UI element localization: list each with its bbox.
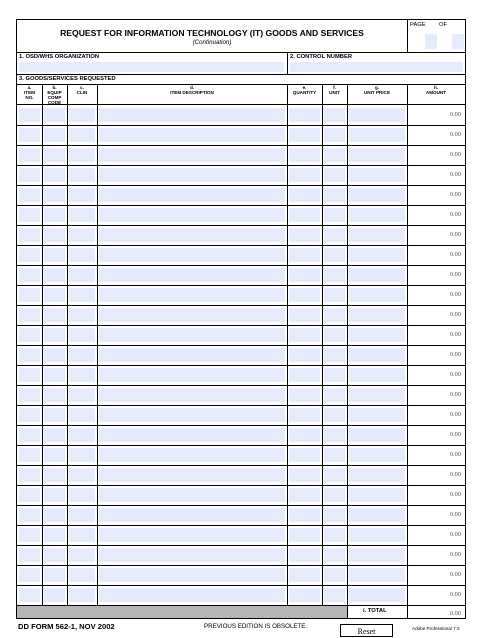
cell-equip-code[interactable] <box>44 168 65 182</box>
cell-quantity[interactable] <box>289 308 320 322</box>
cell-item-no[interactable] <box>19 448 40 462</box>
cell-unit-price[interactable] <box>349 128 405 142</box>
cell-description[interactable] <box>99 308 285 322</box>
cell-item-no[interactable] <box>19 488 40 502</box>
cell-unit[interactable] <box>324 168 345 182</box>
col-header-clin: c. CLIN <box>67 85 97 105</box>
cell-unit-price[interactable] <box>349 168 405 182</box>
cell-item-no[interactable] <box>19 188 40 202</box>
cell-item-no[interactable] <box>19 168 40 182</box>
cell-quantity[interactable] <box>289 408 320 422</box>
row-divider <box>17 405 465 406</box>
amount-value: 0.00 <box>449 351 461 358</box>
cell-quantity[interactable] <box>289 128 320 142</box>
cell-quantity[interactable] <box>289 148 320 162</box>
cell-unit-price[interactable] <box>349 148 405 162</box>
cell-unit[interactable] <box>324 328 345 342</box>
cell-equip-code[interactable] <box>44 308 65 322</box>
cell-quantity[interactable] <box>289 508 320 522</box>
cell-unit-price[interactable] <box>349 588 405 602</box>
cell-unit[interactable] <box>324 548 345 562</box>
cell-unit[interactable] <box>324 248 345 262</box>
cell-description[interactable] <box>99 228 285 242</box>
cell-item-no[interactable] <box>19 508 40 522</box>
amount-value: 0.00 <box>449 191 461 198</box>
row-divider <box>17 285 465 286</box>
col-header-amount: h. AMOUNT <box>407 85 465 105</box>
cell-item-no[interactable] <box>19 428 40 442</box>
form-container <box>16 19 466 619</box>
cell-item-no[interactable] <box>19 388 40 402</box>
cell-clin[interactable] <box>69 348 95 362</box>
cell-equip-code[interactable] <box>44 528 65 542</box>
cell-item-no[interactable] <box>19 248 40 262</box>
cell-item-no[interactable] <box>19 268 40 282</box>
cell-description[interactable] <box>99 208 285 222</box>
row-divider <box>17 465 465 466</box>
cell-description[interactable] <box>99 468 285 482</box>
form-subtitle: (Continuation) <box>192 39 232 46</box>
cell-equip-code[interactable] <box>44 388 65 402</box>
of-label: OF <box>439 22 448 28</box>
cell-item-no[interactable] <box>19 368 40 382</box>
cell-unit-price[interactable] <box>349 208 405 222</box>
cell-unit-price[interactable] <box>349 108 405 122</box>
col-header-item-description: d. ITEM DESCRIPTION <box>97 85 287 105</box>
cell-unit-price[interactable] <box>349 408 405 422</box>
cell-unit-price[interactable] <box>349 268 405 282</box>
cell-description[interactable] <box>99 288 285 302</box>
cell-clin[interactable] <box>69 108 95 122</box>
cell-equip-code[interactable] <box>44 588 65 602</box>
cell-unit[interactable] <box>324 428 345 442</box>
cell-quantity[interactable] <box>289 288 320 302</box>
row-divider <box>17 125 465 126</box>
cell-item-no[interactable] <box>19 148 40 162</box>
cell-item-no[interactable] <box>19 128 40 142</box>
column-divider <box>67 85 68 605</box>
row-divider <box>17 445 465 446</box>
cell-description[interactable] <box>99 248 285 262</box>
col-header-equip-comp-code: b. EQUIP COMP CODE <box>42 85 67 105</box>
row2-divider <box>287 53 288 74</box>
cell-unit[interactable] <box>324 188 345 202</box>
cell-quantity[interactable] <box>289 168 320 182</box>
row-divider <box>17 305 465 306</box>
cell-unit-price[interactable] <box>349 568 405 582</box>
cell-unit-price[interactable] <box>349 528 405 542</box>
cell-clin[interactable] <box>69 228 95 242</box>
column-divider <box>97 85 98 605</box>
cell-unit[interactable] <box>324 468 345 482</box>
cell-clin[interactable] <box>69 248 95 262</box>
cell-unit[interactable] <box>324 128 345 142</box>
amount-value: 0.00 <box>449 231 461 238</box>
cell-clin[interactable] <box>69 328 95 342</box>
cell-description[interactable] <box>99 188 285 202</box>
cell-equip-code[interactable] <box>44 288 65 302</box>
cell-description[interactable] <box>99 168 285 182</box>
cell-unit-price[interactable] <box>349 448 405 462</box>
amount-value: 0.00 <box>449 371 461 378</box>
amount-value: 0.00 <box>449 531 461 538</box>
cell-item-no[interactable] <box>19 568 40 582</box>
cell-quantity[interactable] <box>289 228 320 242</box>
cell-item-no[interactable] <box>19 208 40 222</box>
cell-quantity[interactable] <box>289 428 320 442</box>
total-value: 0.00 <box>449 610 461 617</box>
cell-clin[interactable] <box>69 288 95 302</box>
cell-item-no[interactable] <box>19 548 40 562</box>
cell-item-no[interactable] <box>19 328 40 342</box>
cell-description[interactable] <box>99 368 285 382</box>
cell-unit-price[interactable] <box>349 228 405 242</box>
cell-unit[interactable] <box>324 408 345 422</box>
row-divider <box>17 265 465 266</box>
cell-description[interactable] <box>99 548 285 562</box>
cell-description[interactable] <box>99 408 285 422</box>
cell-unit[interactable] <box>324 568 345 582</box>
cell-quantity[interactable] <box>289 388 320 402</box>
column-divider <box>347 85 348 618</box>
items-table <box>17 85 465 618</box>
cell-equip-code[interactable] <box>44 228 65 242</box>
cell-equip-code[interactable] <box>44 248 65 262</box>
amount-value: 0.00 <box>449 491 461 498</box>
cell-equip-code[interactable] <box>44 368 65 382</box>
cell-equip-code[interactable] <box>44 408 65 422</box>
cell-item-no[interactable] <box>19 588 40 602</box>
section-3-label: 3. GOODS/SERVICES REQUESTED <box>19 76 116 82</box>
cell-description[interactable] <box>99 568 285 582</box>
page-input[interactable] <box>425 34 437 49</box>
cell-unit-price[interactable] <box>349 328 405 342</box>
page-label: PAGE <box>410 22 426 28</box>
cell-equip-code[interactable] <box>44 148 65 162</box>
amount-value: 0.00 <box>449 131 461 138</box>
column-divider <box>287 85 288 605</box>
cell-unit-price[interactable] <box>349 368 405 382</box>
amount-value: 0.00 <box>449 391 461 398</box>
cell-equip-code[interactable] <box>44 548 65 562</box>
row-divider <box>17 485 465 486</box>
cell-description[interactable] <box>99 428 285 442</box>
amount-value: 0.00 <box>449 471 461 478</box>
cell-unit-price[interactable] <box>349 348 405 362</box>
cell-quantity[interactable] <box>289 488 320 502</box>
cell-clin[interactable] <box>69 168 95 182</box>
cell-item-no[interactable] <box>19 348 40 362</box>
amount-value: 0.00 <box>449 111 461 118</box>
row-divider <box>17 345 465 346</box>
row-divider <box>17 225 465 226</box>
org-input[interactable] <box>19 62 284 72</box>
cell-item-no[interactable] <box>19 288 40 302</box>
cell-equip-code[interactable] <box>44 108 65 122</box>
cell-item-no[interactable] <box>19 308 40 322</box>
cell-clin[interactable] <box>69 508 95 522</box>
cell-unit[interactable] <box>324 288 345 302</box>
cell-item-no[interactable] <box>19 228 40 242</box>
column-divider <box>322 85 323 605</box>
page-number-box <box>407 20 466 52</box>
cell-equip-code[interactable] <box>44 328 65 342</box>
cell-item-no[interactable] <box>19 468 40 482</box>
cell-unit[interactable] <box>324 368 345 382</box>
cell-quantity[interactable] <box>289 328 320 342</box>
cell-description[interactable] <box>99 508 285 522</box>
col-header-unit-price: g. UNIT PRICE <box>347 85 407 105</box>
row-divider <box>17 365 465 366</box>
cell-unit-price[interactable] <box>349 188 405 202</box>
cell-item-no[interactable] <box>19 108 40 122</box>
cell-unit[interactable] <box>324 508 345 522</box>
cell-equip-code[interactable] <box>44 128 65 142</box>
section-3-header <box>17 75 465 85</box>
cell-unit[interactable] <box>324 228 345 242</box>
cell-unit[interactable] <box>324 488 345 502</box>
row-divider <box>17 325 465 326</box>
row-divider <box>17 385 465 386</box>
amount-value: 0.00 <box>449 171 461 178</box>
cell-unit-price[interactable] <box>349 248 405 262</box>
cell-quantity[interactable] <box>289 108 320 122</box>
cell-quantity[interactable] <box>289 248 320 262</box>
amount-value: 0.00 <box>449 411 461 418</box>
cell-quantity[interactable] <box>289 448 320 462</box>
row-divider <box>17 525 465 526</box>
amount-value: 0.00 <box>449 551 461 558</box>
cell-unit-price[interactable] <box>349 508 405 522</box>
row-divider <box>17 545 465 546</box>
cell-unit[interactable] <box>324 348 345 362</box>
cell-equip-code[interactable] <box>44 508 65 522</box>
cell-quantity[interactable] <box>289 528 320 542</box>
cell-unit[interactable] <box>324 528 345 542</box>
cell-equip-code[interactable] <box>44 448 65 462</box>
cell-item-no[interactable] <box>19 408 40 422</box>
total-label: i. TOTAL <box>363 608 387 614</box>
page-of-input[interactable] <box>452 34 464 49</box>
cell-clin[interactable] <box>69 588 95 602</box>
cell-unit[interactable] <box>324 208 345 222</box>
total-row-shading <box>17 606 347 618</box>
cell-quantity[interactable] <box>289 268 320 282</box>
column-divider <box>42 85 43 605</box>
cell-unit[interactable] <box>324 588 345 602</box>
cell-description[interactable] <box>99 388 285 402</box>
cell-clin[interactable] <box>69 368 95 382</box>
cell-item-no[interactable] <box>19 528 40 542</box>
cell-description[interactable] <box>99 128 285 142</box>
form-id: DD FORM 562-1, NOV 2002 <box>18 622 115 631</box>
cell-equip-code[interactable] <box>44 188 65 202</box>
cell-quantity[interactable] <box>289 588 320 602</box>
org-control-row <box>17 53 465 75</box>
cell-clin[interactable] <box>69 388 95 402</box>
software-note: Adobe Professional 7.0 <box>412 626 460 631</box>
cell-unit-price[interactable] <box>349 548 405 562</box>
cell-unit-price[interactable] <box>349 468 405 482</box>
amount-value: 0.00 <box>449 511 461 518</box>
row-divider <box>17 565 465 566</box>
amount-value: 0.00 <box>449 251 461 258</box>
cell-clin[interactable] <box>69 468 95 482</box>
col-header-item-no: a. ITEM NO. <box>17 85 42 105</box>
cell-clin[interactable] <box>69 448 95 462</box>
cell-unit[interactable] <box>324 308 345 322</box>
cell-equip-code[interactable] <box>44 208 65 222</box>
cell-clin[interactable] <box>69 548 95 562</box>
amount-value: 0.00 <box>449 211 461 218</box>
cell-clin[interactable] <box>69 188 95 202</box>
cell-description[interactable] <box>99 348 285 362</box>
cell-unit[interactable] <box>324 268 345 282</box>
amount-value: 0.00 <box>449 571 461 578</box>
reset-button[interactable]: Reset <box>340 624 393 637</box>
cell-description[interactable] <box>99 148 285 162</box>
cell-clin[interactable] <box>69 208 95 222</box>
cell-quantity[interactable] <box>289 188 320 202</box>
cell-quantity[interactable] <box>289 468 320 482</box>
cell-unit-price[interactable] <box>349 488 405 502</box>
cell-unit-price[interactable] <box>349 428 405 442</box>
cell-quantity[interactable] <box>289 548 320 562</box>
cell-unit-price[interactable] <box>349 288 405 302</box>
cell-description[interactable] <box>99 588 285 602</box>
cell-unit[interactable] <box>324 148 345 162</box>
cell-clin[interactable] <box>69 568 95 582</box>
row-divider <box>17 585 465 586</box>
cell-equip-code[interactable] <box>44 348 65 362</box>
cell-unit[interactable] <box>324 388 345 402</box>
form-header <box>17 20 465 53</box>
cell-clin[interactable] <box>69 148 95 162</box>
col-header-quantity: e. QUANTITY <box>287 85 322 105</box>
control-number-input[interactable] <box>290 62 463 72</box>
amount-value: 0.00 <box>449 331 461 338</box>
cell-equip-code[interactable] <box>44 468 65 482</box>
amount-value: 0.00 <box>449 311 461 318</box>
cell-unit-price[interactable] <box>349 388 405 402</box>
cell-clin[interactable] <box>69 488 95 502</box>
cell-equip-code[interactable] <box>44 568 65 582</box>
cell-clin[interactable] <box>69 408 95 422</box>
row-divider <box>17 145 465 146</box>
cell-description[interactable] <box>99 488 285 502</box>
control-number-label: 2. CONTROL NUMBER <box>290 54 353 60</box>
cell-quantity[interactable] <box>289 348 320 362</box>
cell-clin[interactable] <box>69 428 95 442</box>
amount-value: 0.00 <box>449 451 461 458</box>
amount-value: 0.00 <box>449 151 461 158</box>
cell-clin[interactable] <box>69 128 95 142</box>
cell-equip-code[interactable] <box>44 488 65 502</box>
cell-description[interactable] <box>99 328 285 342</box>
amount-value: 0.00 <box>449 271 461 278</box>
cell-unit[interactable] <box>324 108 345 122</box>
cell-quantity[interactable] <box>289 368 320 382</box>
cell-description[interactable] <box>99 448 285 462</box>
row-divider <box>17 425 465 426</box>
cell-equip-code[interactable] <box>44 268 65 282</box>
cell-quantity[interactable] <box>289 208 320 222</box>
cell-description[interactable] <box>99 268 285 282</box>
row-divider <box>17 205 465 206</box>
row-divider <box>17 165 465 166</box>
row-divider <box>17 505 465 506</box>
cell-unit-price[interactable] <box>349 308 405 322</box>
column-divider <box>407 85 408 618</box>
cell-clin[interactable] <box>69 268 95 282</box>
cell-description[interactable] <box>99 108 285 122</box>
org-label: 1. OSD/WHS ORGANIZATION <box>19 54 100 60</box>
cell-quantity[interactable] <box>289 568 320 582</box>
edition-note: PREVIOUS EDITION IS OBSOLETE. <box>204 623 308 630</box>
cell-equip-code[interactable] <box>44 428 65 442</box>
cell-clin[interactable] <box>69 528 95 542</box>
amount-value: 0.00 <box>449 291 461 298</box>
amount-value: 0.00 <box>449 431 461 438</box>
form-title: REQUEST FOR INFORMATION TECHNOLOGY (IT) GOODS AND SERVICES <box>60 28 364 38</box>
row-divider <box>17 185 465 186</box>
cell-clin[interactable] <box>69 308 95 322</box>
cell-description[interactable] <box>99 528 285 542</box>
amount-value: 0.00 <box>449 591 461 598</box>
cell-unit[interactable] <box>324 448 345 462</box>
col-header-unit: f. UNIT <box>322 85 347 105</box>
row-divider <box>17 245 465 246</box>
